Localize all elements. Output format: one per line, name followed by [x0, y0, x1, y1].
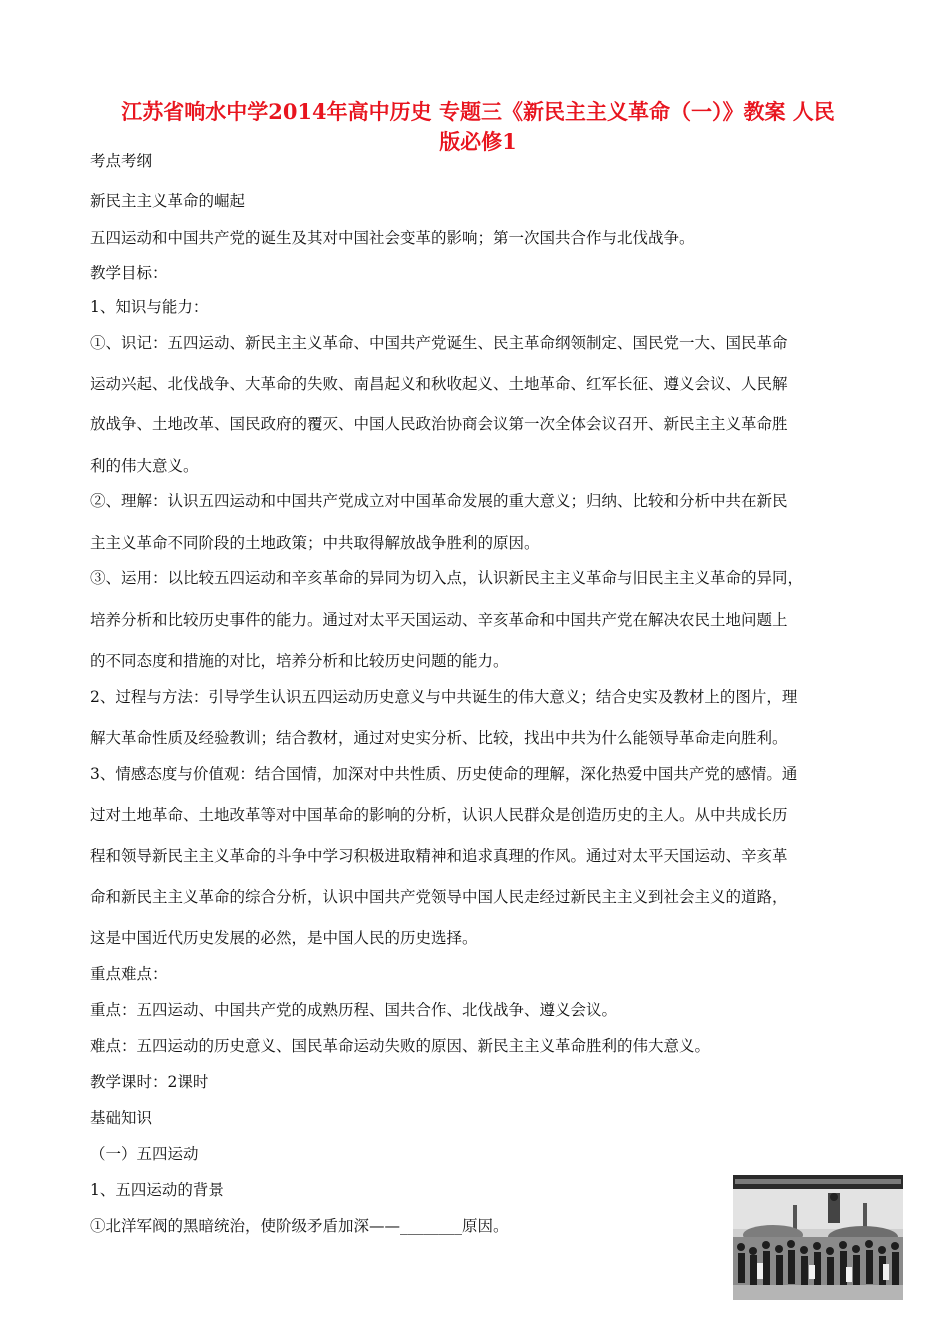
- paragraph-line: 主主义革命不同阶段的土地政策；中共取得解放战争胜利的原因。: [90, 534, 540, 552]
- paragraph-line: 放战争、土地改革、国民政府的覆灭、中国人民政治协商会议第一次全体会议召开、新民主主义革命胜: [90, 415, 788, 433]
- paragraph-line: ①、识记：五四运动、新民主主义革命、中国共产党诞生、民主革命纲领制定、国民党一大、国民革命: [90, 334, 788, 352]
- document-title-line-1: 江苏省响水中学2014年高中历史 专题三《新民主主义革命（一）》教案 人民: [121, 99, 835, 124]
- paragraph-line: ③、运用：以比较五四运动和辛亥革命的异同为切入点，认识新民主主义革命与旧民主主义革命的异同，: [90, 569, 804, 587]
- paragraph-line: 3、情感态度与价值观：结合国情，加深对中共性质、历史使命的理解，深化热爱中国共产党的感情。通: [90, 765, 798, 783]
- paragraph-line: 重点：五四运动、中国共产党的成熟历程、国共合作、北伐战争、遵义会议。: [90, 1001, 618, 1019]
- paragraph-line: 1、知识与能力：: [90, 298, 209, 316]
- paragraph-line: 培养分析和比较历史事件的能力。通过对太平天国运动、辛亥革命和中国共产党在解决农民土地问题上: [90, 611, 788, 629]
- section-heading-outline: 考点考纲: [90, 152, 153, 170]
- paragraph-line: ①北洋军阀的黑暗统治，使阶级矛盾加深——________原因。: [90, 1217, 509, 1235]
- paragraph-line: 的不同态度和措施的对比，培养分析和比较历史问题的能力。: [90, 652, 509, 670]
- paragraph-line: 新民主主义革命的崛起: [90, 192, 246, 210]
- section-heading-basics: 基础知识: [90, 1109, 153, 1127]
- paragraph-line: 1、五四运动的背景: [90, 1181, 224, 1199]
- subsection-heading: （一）五四运动: [90, 1145, 199, 1163]
- paragraph-line: ②、理解：认识五四运动和中国共产党成立对中国革命发展的重大意义；归纳、比较和分析中共在新民: [90, 492, 788, 510]
- document-title-line-2: 版必修1: [439, 129, 517, 154]
- paragraph-line: 运动兴起、北伐战争、大革命的失败、南昌起义和秋收起义、土地革命、红军长征、遵义会议、人民解: [90, 375, 788, 393]
- paragraph-line: 难点：五四运动的历史意义、国民革命运动失败的原因、新民主主义革命胜利的伟大意义。: [90, 1037, 711, 1055]
- paragraph-line: 2、过程与方法：引导学生认识五四运动历史意义与中共诞生的伟大意义；结合史实及教材上的图片，理: [90, 688, 798, 706]
- section-heading-keypoints: 重点难点：: [90, 965, 168, 983]
- paragraph-line: 这是中国近代历史发展的必然，是中国人民的历史选择。: [90, 929, 478, 947]
- historical-photo-image: [733, 1175, 903, 1300]
- paragraph-line: 解大革命性质及经验教训；结合教材，通过对史实分析、比较，找出中共为什么能领导革命走向胜利。: [90, 729, 788, 747]
- paragraph-line: 教学课时：2课时: [90, 1073, 209, 1091]
- paragraph-line: 程和领导新民主主义革命的斗争中学习积极进取精神和追求真理的作风。通过对太平天国运动、辛亥革: [90, 847, 788, 865]
- paragraph-line: 命和新民主主义革命的综合分析，认识中国共产党领导中国人民走经过新民主主义到社会主义的道路，: [90, 888, 788, 906]
- paragraph-line: 过对土地革命、土地改革等对中国革命的影响的分析，认识人民群众是创造历史的主人。从中共成长历: [90, 806, 788, 824]
- paragraph-line: 五四运动和中国共产党的诞生及其对中国社会变革的影响；第一次国共合作与北伐战争。: [90, 229, 695, 247]
- section-heading-objectives: 教学目标：: [90, 264, 168, 282]
- paragraph-line: 利的伟大意义。: [90, 457, 199, 475]
